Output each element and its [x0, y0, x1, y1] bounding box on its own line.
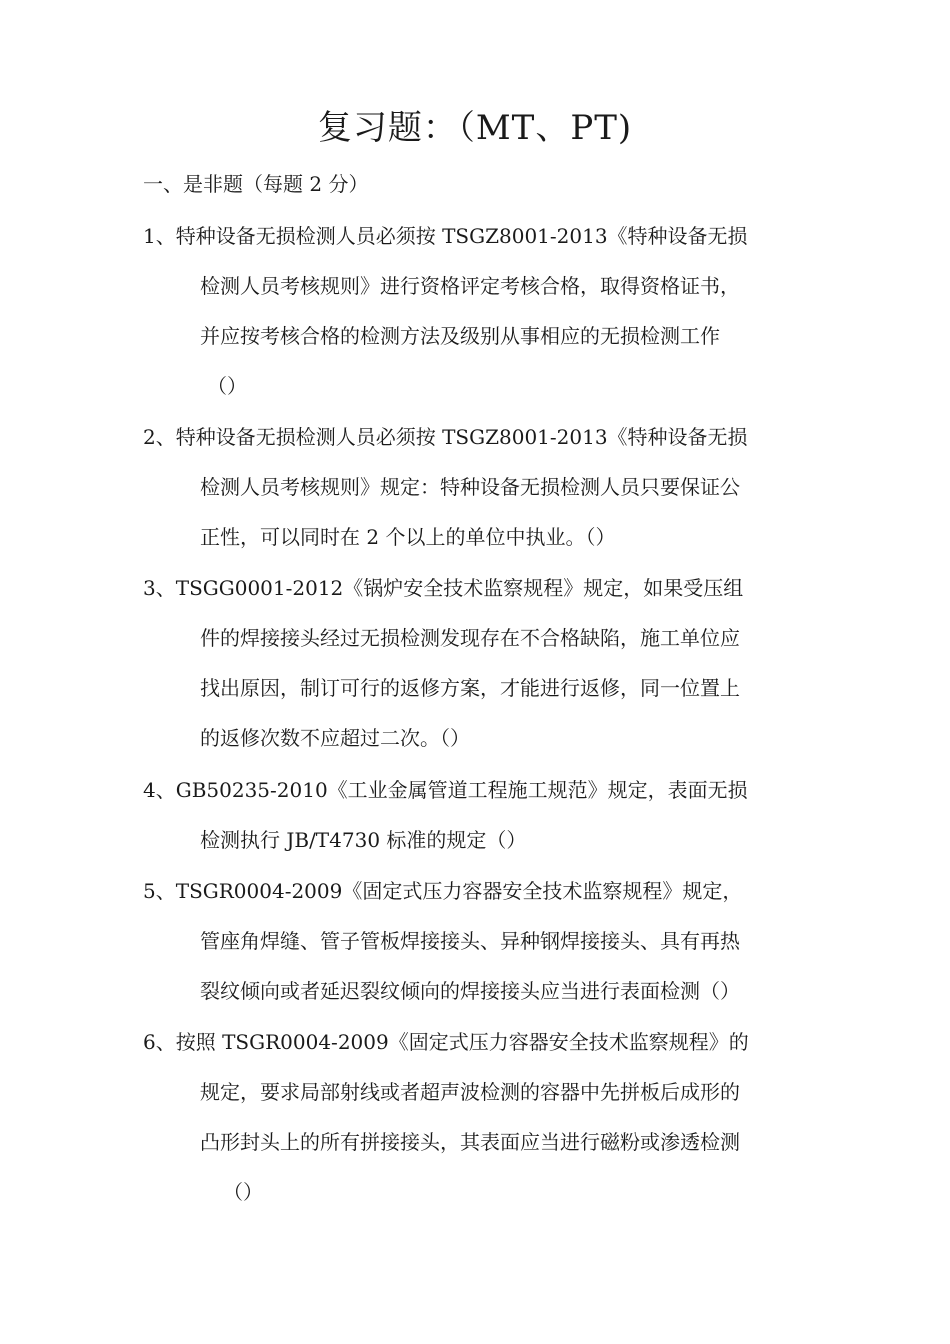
- question-3: [143, 563, 813, 763]
- question-1: [143, 211, 813, 411]
- question-line: 裂纹倾向或者延迟裂纹倾向的焊接接头应当进行表面检测（）: [200, 979, 740, 1003]
- question-line: 2、特种设备无损检测人员必须按 TSGZ8001-2013《特种设备无损: [143, 425, 748, 449]
- question-line: 凸形封头上的所有拼接接头，其表面应当进行磁粉或渗透检测: [200, 1130, 740, 1154]
- question-answer-blank: （）: [223, 1180, 263, 1204]
- question-line: 并应按考核合格的检测方法及级别从事相应的无损检测工作: [200, 324, 720, 348]
- question-line: 正性，可以同时在 2 个以上的单位中执业。（）: [200, 525, 616, 549]
- question-answer-blank: （）: [207, 374, 247, 398]
- question-line: 管座角焊缝、管子管板焊接接头、异种钢焊接接头、具有再热: [200, 929, 740, 953]
- question-line: 4、GB50235-2010《工业金属管道工程施工规范》规定，表面无损: [143, 778, 748, 802]
- question-2: [143, 412, 813, 562]
- question-line: 3、TSGG0001-2012《锅炉安全技术监察规程》规定，如果受压组: [143, 576, 744, 600]
- question-line: 检测人员考核规则》规定：特种设备无损检测人员只要保证公: [200, 475, 740, 499]
- question-5: [143, 866, 813, 1016]
- section-heading: 一、是非题（每题 2 分）: [143, 172, 369, 196]
- question-line: 找出原因，制订可行的返修方案，才能进行返修，同一位置上: [200, 676, 740, 700]
- question-line: 检测人员考核规则》进行资格评定考核合格，取得资格证书，: [200, 274, 740, 298]
- question-line: 的返修次数不应超过二次。（）: [200, 726, 470, 750]
- question-line: 规定，要求局部射线或者超声波检测的容器中先拼板后成形的: [200, 1080, 740, 1104]
- question-line: 6、按照 TSGR0004-2009《固定式压力容器安全技术监察规程》的: [143, 1030, 749, 1054]
- question-line: 1、特种设备无损检测人员必须按 TSGZ8001-2013《特种设备无损: [143, 224, 748, 248]
- question-line: 件的焊接接头经过无损检测发现存在不合格缺陷，施工单位应: [200, 626, 740, 650]
- question-line: 5、TSGR0004-2009《固定式压力容器安全技术监察规程》规定，: [143, 879, 743, 903]
- question-6: [143, 1017, 813, 1217]
- question-4: [143, 765, 813, 865]
- page-title: 复习题：（MT、PT): [317, 108, 633, 148]
- question-line: 检测执行 JB/T4730 标准的规定（）: [200, 828, 527, 852]
